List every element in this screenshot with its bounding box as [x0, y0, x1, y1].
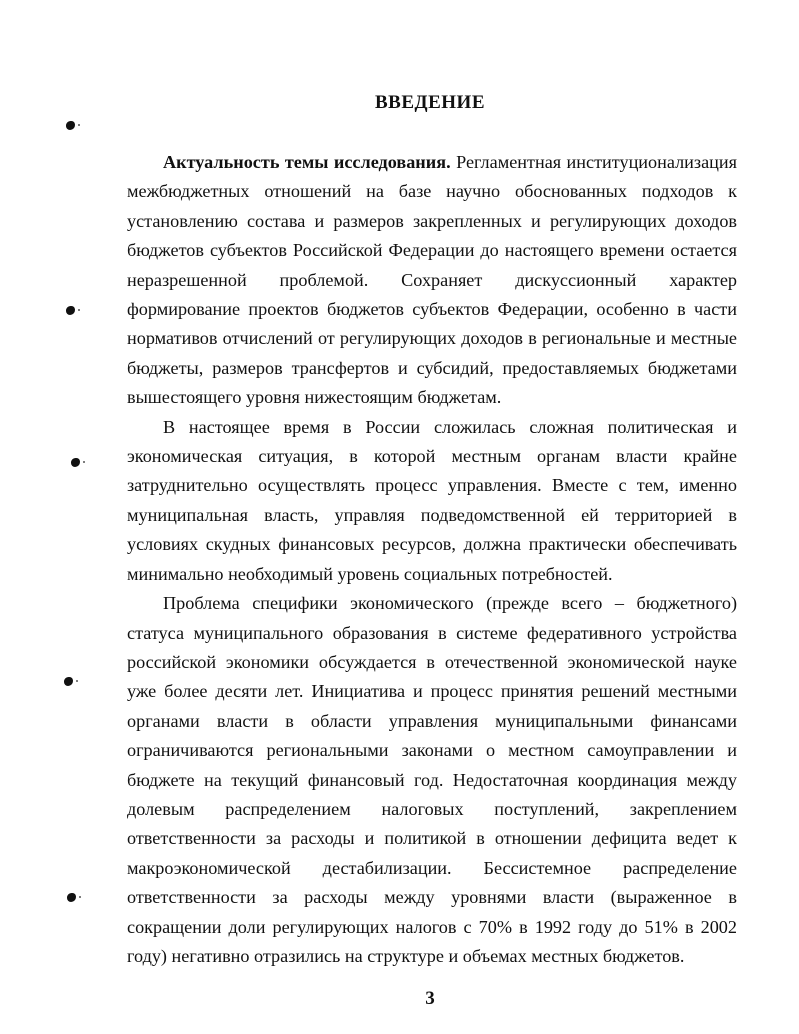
page-number: 3	[425, 988, 435, 1009]
paragraph-text: В настоящее время в России сложилась сложная политическая и экономическая ситуация, в которой местным органам власти крайне затруднительно осуществлять процесс управления. Вместе с тем, именно муниципальная власть, управляя подведомственной ей территорией в условиях скудных финансовых ресурсов, должна практически обеспечивать минимально необходимый уровень социальных потребностей.	[127, 416, 737, 584]
binding-hole-mark	[66, 306, 75, 315]
paragraph	[127, 148, 737, 413]
body-text	[127, 148, 737, 971]
section-title: ВВЕДЕНИЕ	[375, 92, 485, 113]
binding-hole-mark	[66, 121, 75, 130]
paragraph-text: Регламентная институционализация межбюджетных отношений на базе научно обоснованных подходов к установлению состава и размеров закрепленных и регулирующих доходов бюджетов субъектов Российской Федерации до настоящего времени остается неразрешенной проблемой. Сохраняет дискуссионный характер формирование проектов бюджетов субъектов Федерации, особенно в части нормативов отчислений от регулирующих доходов в региональные и местные бюджеты, размеров трансфертов и субсидий, предоставляемых бюджетами вышестоящего уровня нижестоящим бюджетам.	[127, 152, 737, 408]
paragraph-text: Проблема специфики экономического (прежде всего – бюджетного) статуса муниципального образования в системе федеративного устройства российской экономики обсуждается в отечественной экономической науке уже более десяти лет. Инициатива и процесс принятия решений местными органами власти в области управления муниципальными финансами ограничиваются региональными законами о местном самоуправлении и бюджете на текущий финансовый год. Недостаточная координация между долевым распределением налоговых поступлений, закреплением ответственности за расходы и политикой в отношении дефицита ведет к макроэкономической дестабилизации. Бессистемное распределение ответственности за расходы между уровнями власти (выраженное в сокращении доли регулирующих налогов с 70% в 1992 году до 51% в 2002 году) негативно отразились на структуре и объемах местных бюджетов.	[127, 593, 737, 966]
binding-hole-mark	[67, 893, 76, 902]
binding-hole-mark	[71, 458, 80, 467]
paragraph	[127, 589, 737, 971]
paragraph	[127, 413, 737, 589]
paragraph-lead: Актуальность темы исследования.	[163, 152, 451, 172]
binding-hole-mark	[64, 677, 73, 686]
